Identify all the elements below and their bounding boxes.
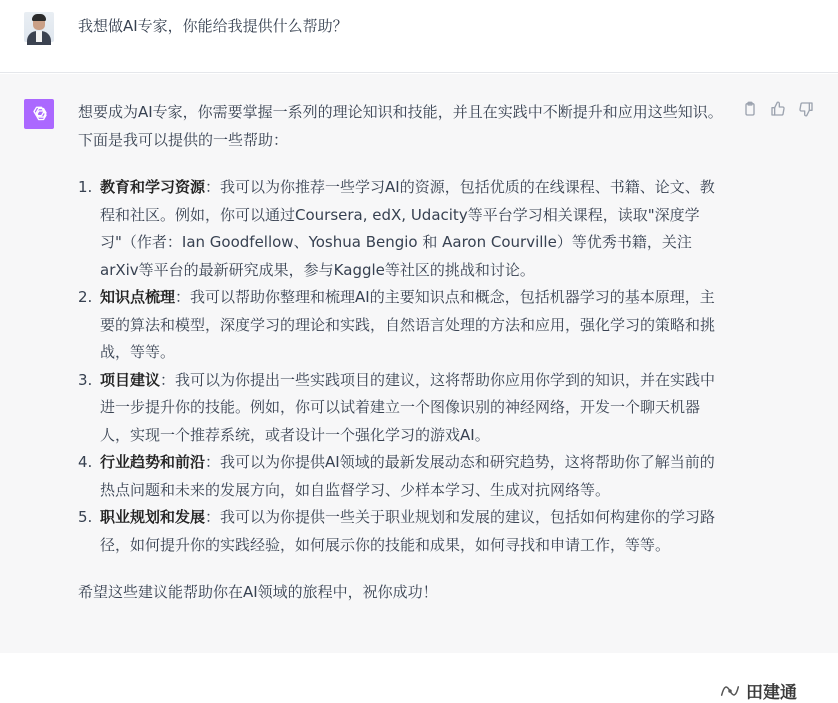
list-item — [78, 174, 728, 284]
watermark-text: 田建通 — [746, 683, 797, 703]
list-item-text: ：我可以为你提供AI领域的最新发展动态和研究趋势，这将帮助你了解当前的热点问题和未来的发展方向，如自监督学习、少样本学习、生成对抗网络等。 — [100, 453, 715, 499]
list-item-text: ：我可以为你提出一些实践项目的建议，这将帮助你应用你学到的知识，并在实践中进一步提升你的技能。例如，你可以试着建立一个图像识别的神经网络，开发一个聊天机器人，实现一个推荐系统，或者设计一个强化学习的游戏AI。 — [100, 370, 716, 444]
list-item — [78, 504, 728, 559]
avatar-hair — [32, 14, 46, 21]
avatar-shirt — [36, 31, 42, 42]
assistant-message-row — [0, 74, 838, 703]
clipboard-icon[interactable] — [742, 101, 760, 119]
user-avatar — [24, 12, 54, 42]
list-item-text: ：我可以为你提供一些关于职业规划和发展的建议，包括如何构建你的学习路径，如何提升你的实践经验，如何展示你的技能和成果，如何寻找和申请工作，等等。 — [100, 508, 716, 554]
list-item-number: 4. — [78, 453, 93, 471]
list-item — [78, 449, 728, 504]
list-item-title: 职业规划和发展 — [100, 508, 206, 526]
user-message-row — [0, 0, 838, 73]
list-item-number: 1. — [78, 178, 93, 196]
wechat-channel-icon — [720, 683, 740, 699]
list-item-title: 知识点梳理 — [100, 288, 176, 306]
list-item-text: ：我可以帮助你整理和梳理AI的主要知识点和概念，包括机器学习的基本原理，主要的算法和模型，深度学习的理论和实践，自然语言处理的方法和应用，强化学习的策略和挑战，等等。 — [100, 288, 716, 361]
answer-outro: 希望这些建议能帮助你在AI领域的旅程中，祝你成功！ — [78, 583, 438, 601]
answer-list — [78, 174, 728, 559]
list-item-number: 3. — [78, 370, 93, 389]
watermark — [720, 678, 797, 703]
list-item — [78, 284, 728, 367]
user-message-text: 我想做AI专家，你能给我提供什么帮助？ — [78, 17, 348, 35]
list-item-number: 2. — [78, 288, 93, 306]
answer-intro: 想要成为AI专家，你需要掌握一系列的理论知识和技能，并且在实践中不断提升和应用这些知识。下面是我可以提供的一些帮助： — [78, 103, 723, 149]
thumbs-down-icon[interactable] — [798, 101, 816, 119]
list-item-title: 行业趋势和前沿 — [100, 453, 206, 471]
list-item-number: 5. — [78, 508, 93, 526]
list-item-text: ：我可以为你推荐一些学习AI的资源，包括优质的在线课程、书籍、论文、教程和社区。例如，你可以通过Coursera, edX, Udacity等平台学习相关课程，读取"深度学习"（作者：Ian Goodfellow、Yoshua Bengio 和 Aaron Courville）等优秀书籍，关注arXiv等平台的最新研究成果，参与Kaggle等社区的挑战和讨论。 — [100, 178, 715, 279]
assistant-message-content — [78, 99, 728, 607]
chatgpt-logo-icon — [24, 99, 54, 129]
list-item — [78, 367, 728, 450]
thumbs-up-icon[interactable] — [770, 101, 788, 119]
list-item-title: 项目建议 — [100, 370, 161, 389]
list-item-title: 教育和学习资源 — [100, 178, 206, 196]
message-actions — [742, 101, 816, 119]
